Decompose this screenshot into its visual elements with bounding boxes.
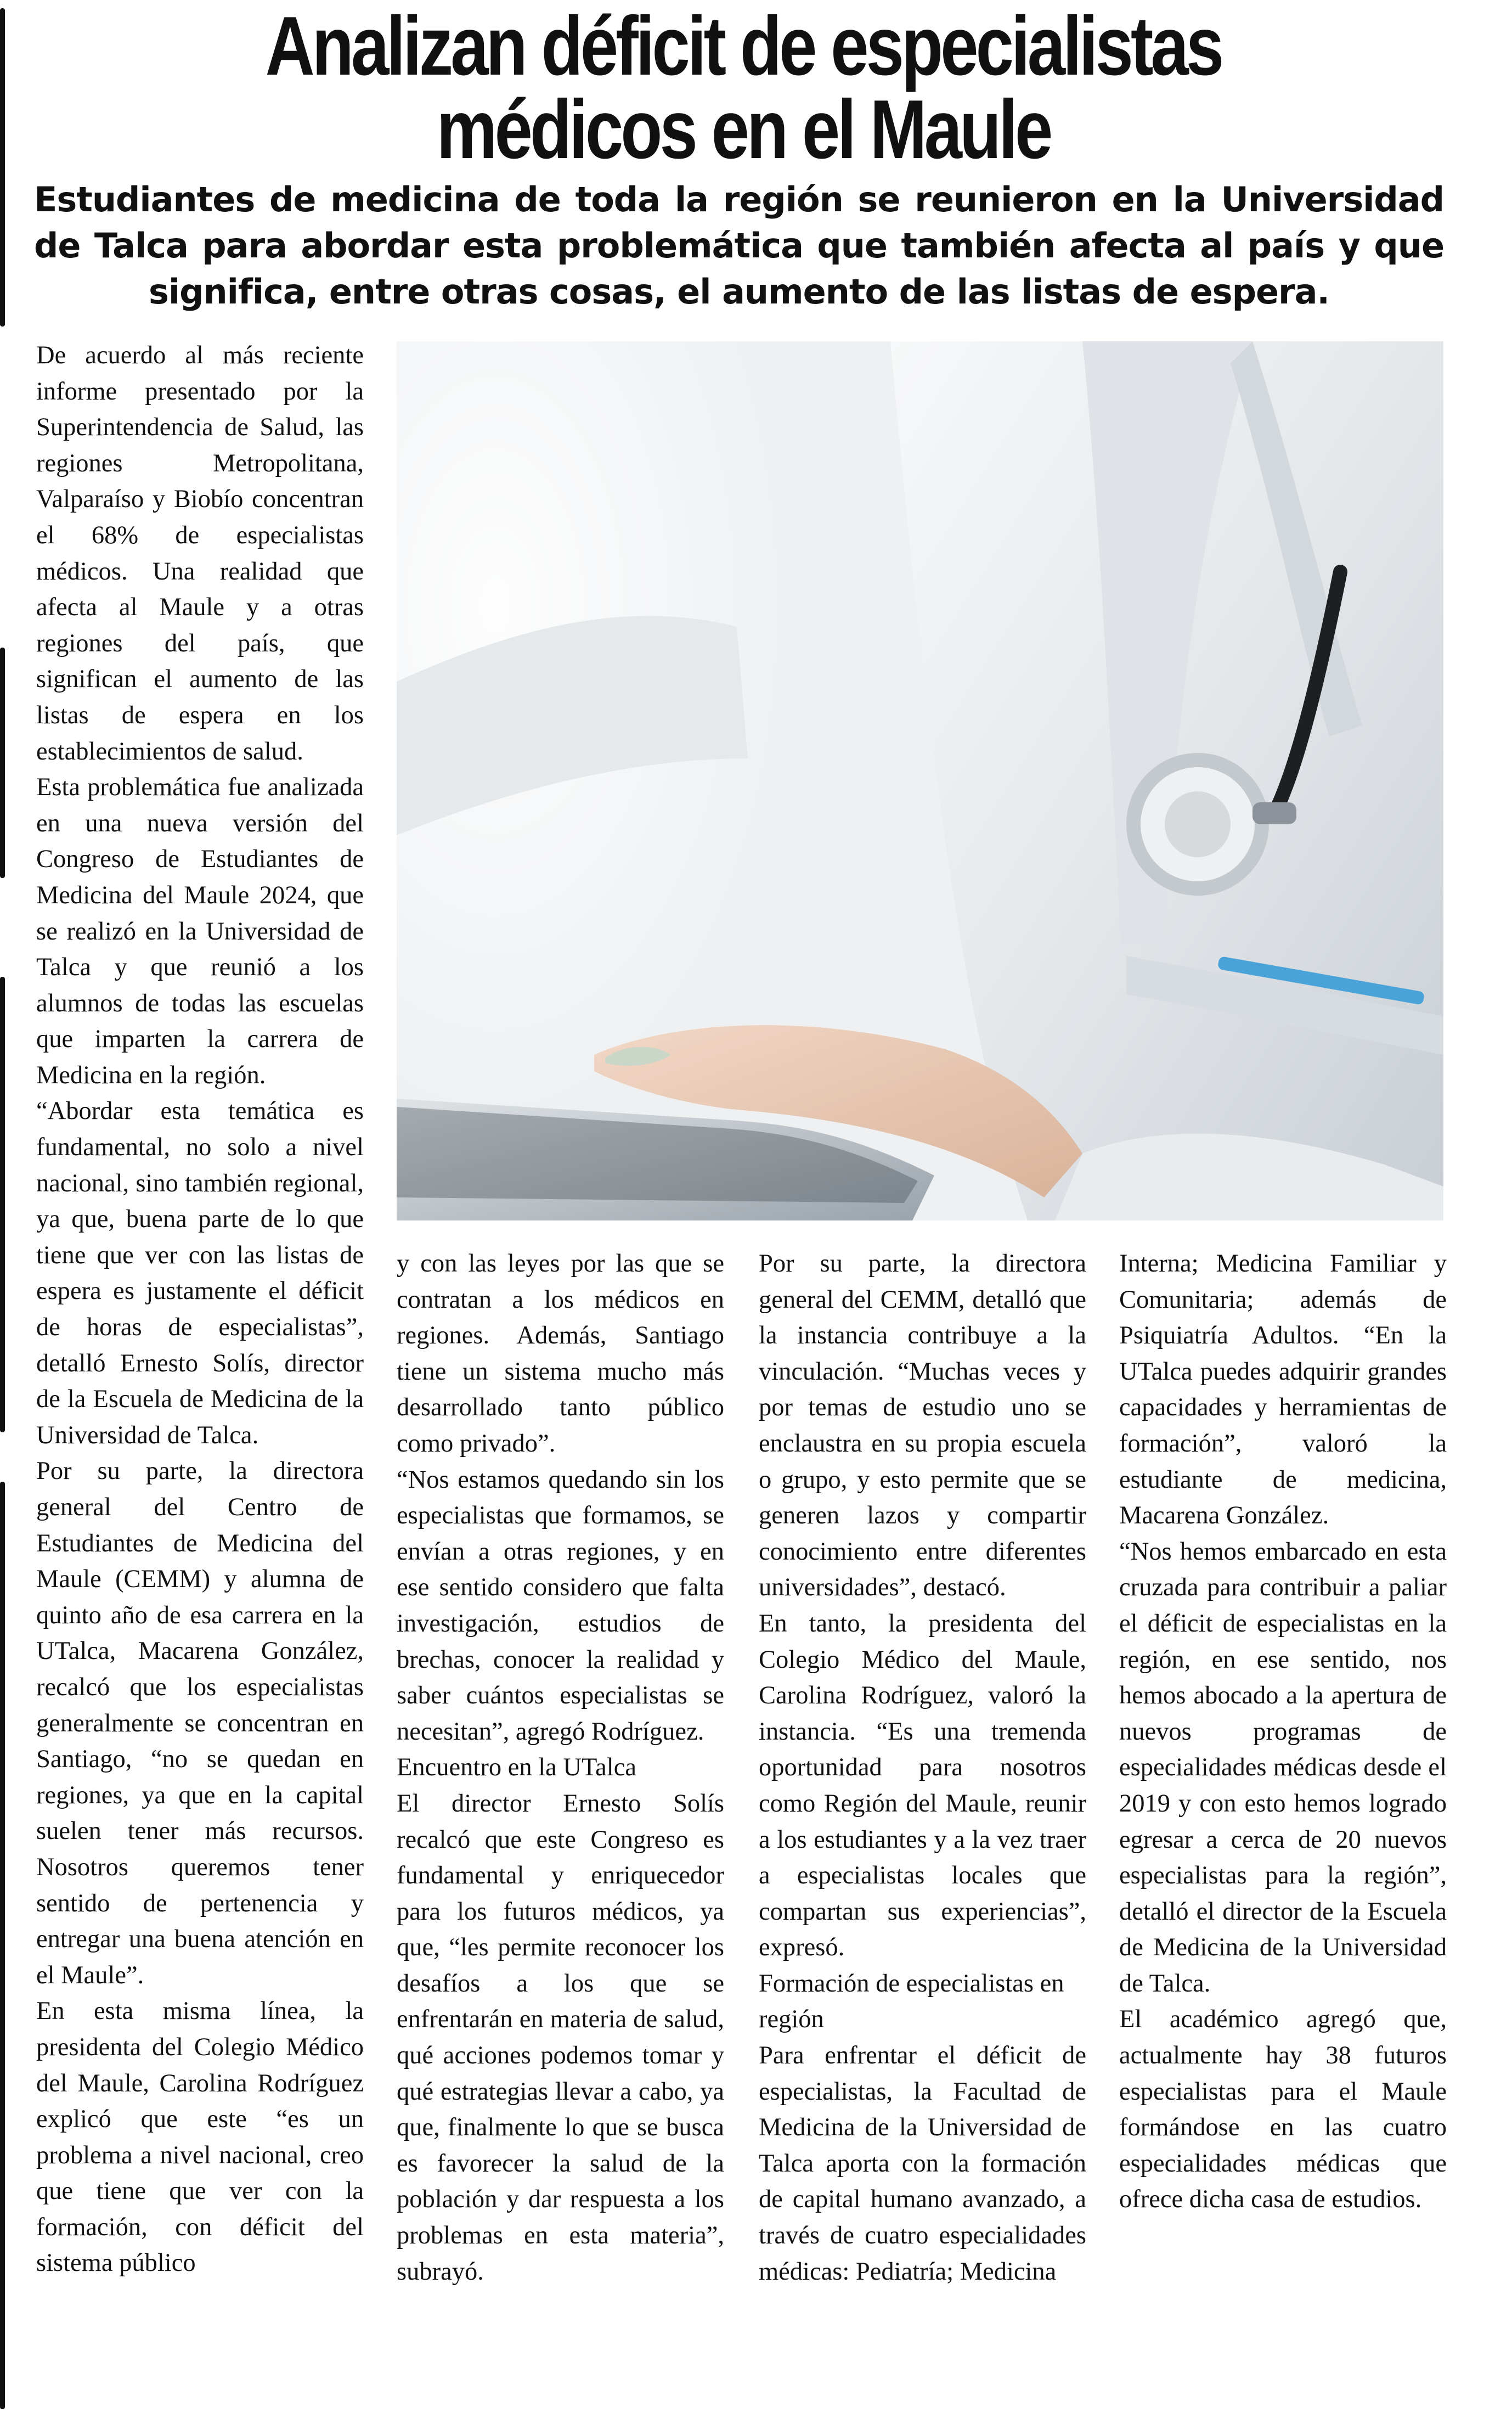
- subheading-formacion: Formación de especialistas en región: [759, 1969, 1064, 2034]
- paragraph: Para enfrentar el déficit de especialistas, la Facultad de Medicina de la Universidad de Talca aporta con la formación de capital humano avanzado, a través de cuatro especialidades médicas: Pediatría; Medicina: [759, 2041, 1086, 2286]
- paragraph: El académico agregó que, actualmente hay 38 futuros especialistas para el Maule formándose en las cuatro especialidades médicas que ofrece dicha casa de estudios.: [1119, 2005, 1447, 2214]
- body-column-2: [397, 1246, 724, 2290]
- body-column-3: [759, 1246, 1086, 2290]
- paragraph: “Nos hemos embarcado en esta cruzada para contribuir a paliar el déficit de especialistas en la región, en ese sentido, nos hemos abocado a la apertura de nuevos programas de especialidades médicas desde el 2019 y con esto hemos logrado egresar a cerca de 20 nuevos especialistas para la región”, detalló el director de la Escuela de Medicina de la Universidad de Talca.: [1119, 1537, 1447, 1998]
- headline-line-2: médicos en el Maule: [436, 83, 1051, 176]
- paragraph: En esta misma línea, la presidenta del Colegio Médico del Maule, Carolina Rodríguez explicó que este “es un problema a nivel nacional, creo que tiene que ver con la formación, con déficit del sistema público: [36, 1997, 364, 2277]
- subheading-encuentro: Encuentro en la UTalca: [397, 1753, 636, 1782]
- paragraph: y con las leyes por las que se contratan a los médicos en regiones. Además, Santiago tiene un sistema mucho más desarrollado tanto público como privado”.: [397, 1250, 724, 1458]
- paragraph: De acuerdo al más reciente informe presentado por la Superintendencia de Salud, las regiones Metropolitana, Valparaíso y Biobío concentran el 68% de especialistas médicos. Una realidad que afecta al Maule y a otras regiones del país, que significan el aumento de las listas de espera en los establecimientos de salud.: [36, 341, 364, 766]
- page-edge-mark: [0, 8, 5, 327]
- paragraph: Interna; Medicina Familiar y Comunitaria; además de Psiquiatría Adultos. “En la UTalca puedes adquirir grandes capacidades y herramientas de formación”, valoró la estudiante de medicina, Macarena González.: [1119, 1250, 1447, 1530]
- headline-line-1: Analizan déficit de especialistas: [265, 0, 1222, 93]
- headline: [242, 0, 1245, 176]
- paragraph: Por su parte, la directora general del Centro de Estudiantes de Medicina del Maule (CEMM) y alumna de quinto año de esa carrera en la UTalca, Macarena González, recalcó que los especialistas generalmente se concentran en Santiago, “no se quedan en regiones, ya que en la capital suelen tener más recursos. Nosotros queremos tener sentido de pertenencia y entregar una buena atención en el Maule”.: [36, 1457, 364, 1989]
- paragraph: “Nos estamos quedando sin los especialistas que formamos, se envían a otras regiones, y en ese sentido considero que falta investigación, estudios de brechas, conocer la realidad y saber cuántos especialistas se necesitan”, agregó Rodríguez.: [397, 1465, 724, 1746]
- page-edge-mark: [0, 648, 5, 878]
- page-edge-mark: [0, 1482, 5, 2409]
- article-dek: Estudiantes de medicina de toda la región se reunieron en la Universidad de Talca para abordar esta problemática que también afecta al país y que significa, entre otras cosas, el aumento de las listas de espera.: [34, 179, 1444, 312]
- paragraph: El director Ernesto Solís recalcó que este Congreso es fundamental y enriquecedor para los futuros médicos, ya que, “les permite reconocer los desafíos a los que se enfrentarán en materia de salud, qué acciones podemos tomar y qué estrategias llevar a cabo, ya que, finalmente lo que se busca es favorecer la salud de la población y dar respuesta a los problemas en esta materia”, subrayó.: [397, 1789, 724, 2286]
- paragraph: En tanto, la presidenta del Colegio Médico del Maule, Carolina Rodríguez, valoró la instancia. “Es una tremenda oportunidad para nosotros como Región del Maule, reunir a los estudiantes y a la vez traer a especialistas locales que compartan sus experiencias”, expresó.: [759, 1609, 1086, 1962]
- paragraph: Esta problemática fue analizada en una nueva versión del Congreso de Estudiantes de Medicina del Maule 2024, que se realizó en la Universidad de Talca y que reunió a los alumnos de todas las escuelas que imparten la carrera de Medicina en la región.: [36, 773, 364, 1089]
- paragraph: Por su parte, la directora general del CEMM, detalló que la instancia contribuye a la vinculación. “Muchas veces y por temas de estudio uno se enclaustra en su propia escuela o grupo, y esto permite que se generen lazos y compartir conocimiento entre diferentes universidades”, destacó.: [759, 1250, 1086, 1602]
- paragraph: “Abordar esta temática es fundamental, no solo a nivel nacional, sino también regional, ya que, buena parte de lo que tiene que ver con las listas de espera es justamente el déficit de horas de especialistas”, detalló Ernesto Solís, director de la Escuela de Medicina de la Universidad de Talca.: [36, 1097, 364, 1449]
- doctor-photo: [397, 341, 1443, 1220]
- body-column-1: [36, 338, 364, 2281]
- page-edge-mark: [0, 977, 5, 1432]
- body-column-4: [1119, 1246, 1447, 2218]
